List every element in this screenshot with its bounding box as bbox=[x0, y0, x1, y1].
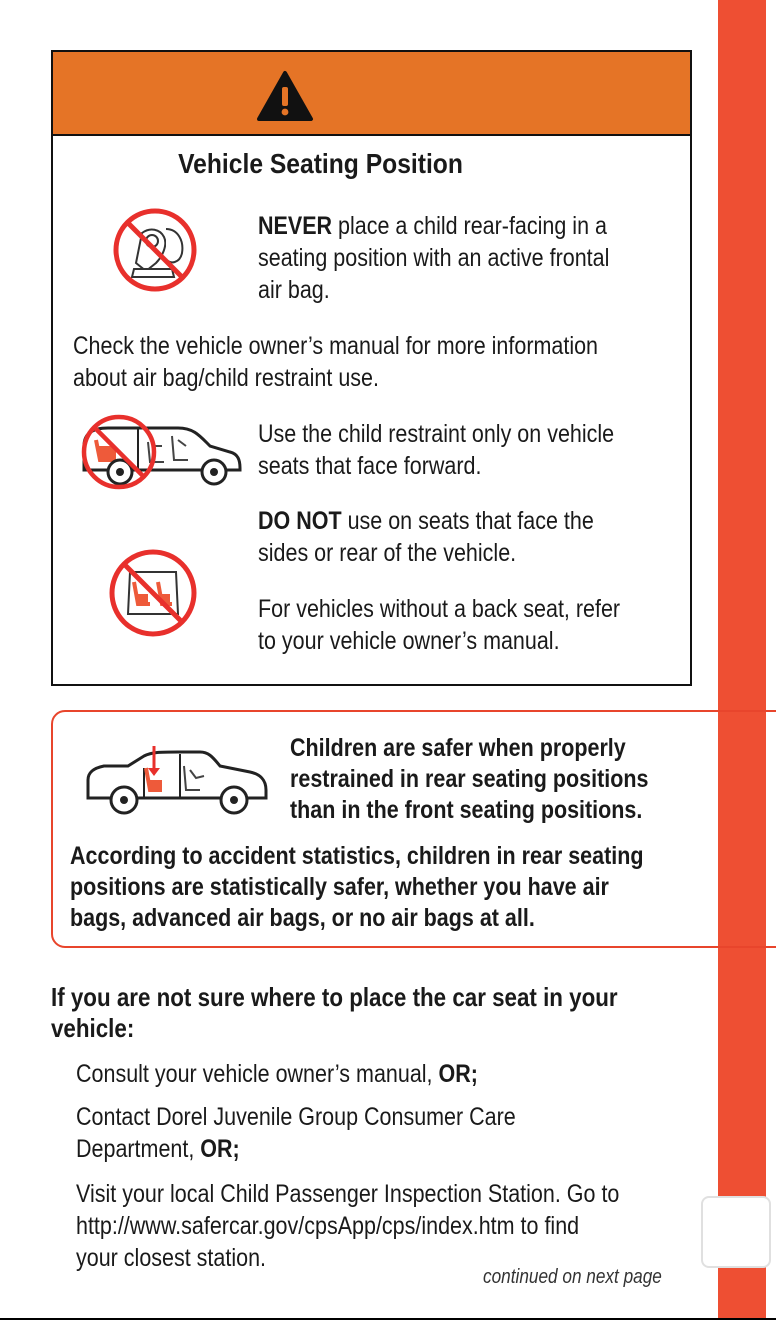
check-line-1: Check the vehicle owner’s manual for more information bbox=[73, 332, 599, 360]
warning-title: Vehicle Seating Position bbox=[178, 148, 463, 179]
never-line-2: seating position with an active frontal bbox=[258, 244, 610, 272]
info-headline-2: restrained in rear seating positions bbox=[290, 765, 649, 793]
guidance-item-2-line-2: Department, OR; bbox=[76, 1135, 240, 1163]
use-line-2: seats that face forward. bbox=[258, 452, 482, 480]
guidance-item-1: Consult your vehicle owner’s manual, OR; bbox=[76, 1060, 478, 1088]
info-stats-1: According to accident statistics, children in rear seating bbox=[70, 842, 644, 870]
info-headline-1: Children are safer when properly bbox=[290, 734, 626, 762]
no-side-rear-seat-icon bbox=[108, 548, 198, 638]
page-number-box bbox=[701, 1196, 771, 1268]
bottom-rule bbox=[0, 1318, 776, 1320]
noback-line-1: For vehicles without a back seat, refer bbox=[258, 595, 621, 623]
info-headline-3: than in the front seating positions. bbox=[290, 796, 643, 824]
check-line-2: about air bag/child restraint use. bbox=[73, 364, 379, 392]
continued-note: continued on next page bbox=[483, 1266, 662, 1288]
no-side-facing-seat-car-icon bbox=[78, 412, 244, 492]
warning-triangle-icon bbox=[256, 70, 314, 122]
section-tab bbox=[718, 0, 766, 1318]
use-line-1: Use the child restraint only on vehicle bbox=[258, 420, 615, 448]
warning-header bbox=[53, 52, 690, 136]
no-rear-facing-airbag-icon bbox=[112, 207, 198, 293]
guidance-item-3-line-3: your closest station. bbox=[76, 1244, 267, 1272]
guidance-item-2-line-1: Contact Dorel Juvenile Group Consumer Care bbox=[76, 1103, 516, 1131]
guidance-intro-2: vehicle: bbox=[51, 1013, 135, 1043]
guidance-item-3-line-2: http://www.safercar.gov/cpsApp/cps/index.htm to find bbox=[76, 1212, 580, 1240]
guidance-intro-1: If you are not sure where to place the car seat in your bbox=[51, 982, 618, 1012]
noback-line-2: to your vehicle owner’s manual. bbox=[258, 627, 560, 655]
donot-line-2: sides or rear of the vehicle. bbox=[258, 539, 517, 567]
info-stats-3: bags, advanced air bags, or no air bags at all. bbox=[70, 904, 535, 932]
donot-line-1: DO NOT use on seats that face the bbox=[258, 507, 594, 535]
never-line-1: NEVER place a child rear-facing in a bbox=[258, 212, 607, 240]
rear-seat-car-icon bbox=[82, 744, 272, 818]
guidance-item-3-line-1: Visit your local Child Passenger Inspection Station. Go to bbox=[76, 1180, 620, 1208]
never-line-3: air bag. bbox=[258, 276, 330, 304]
info-stats-2: positions are statistically safer, whether you have air bbox=[70, 873, 609, 901]
